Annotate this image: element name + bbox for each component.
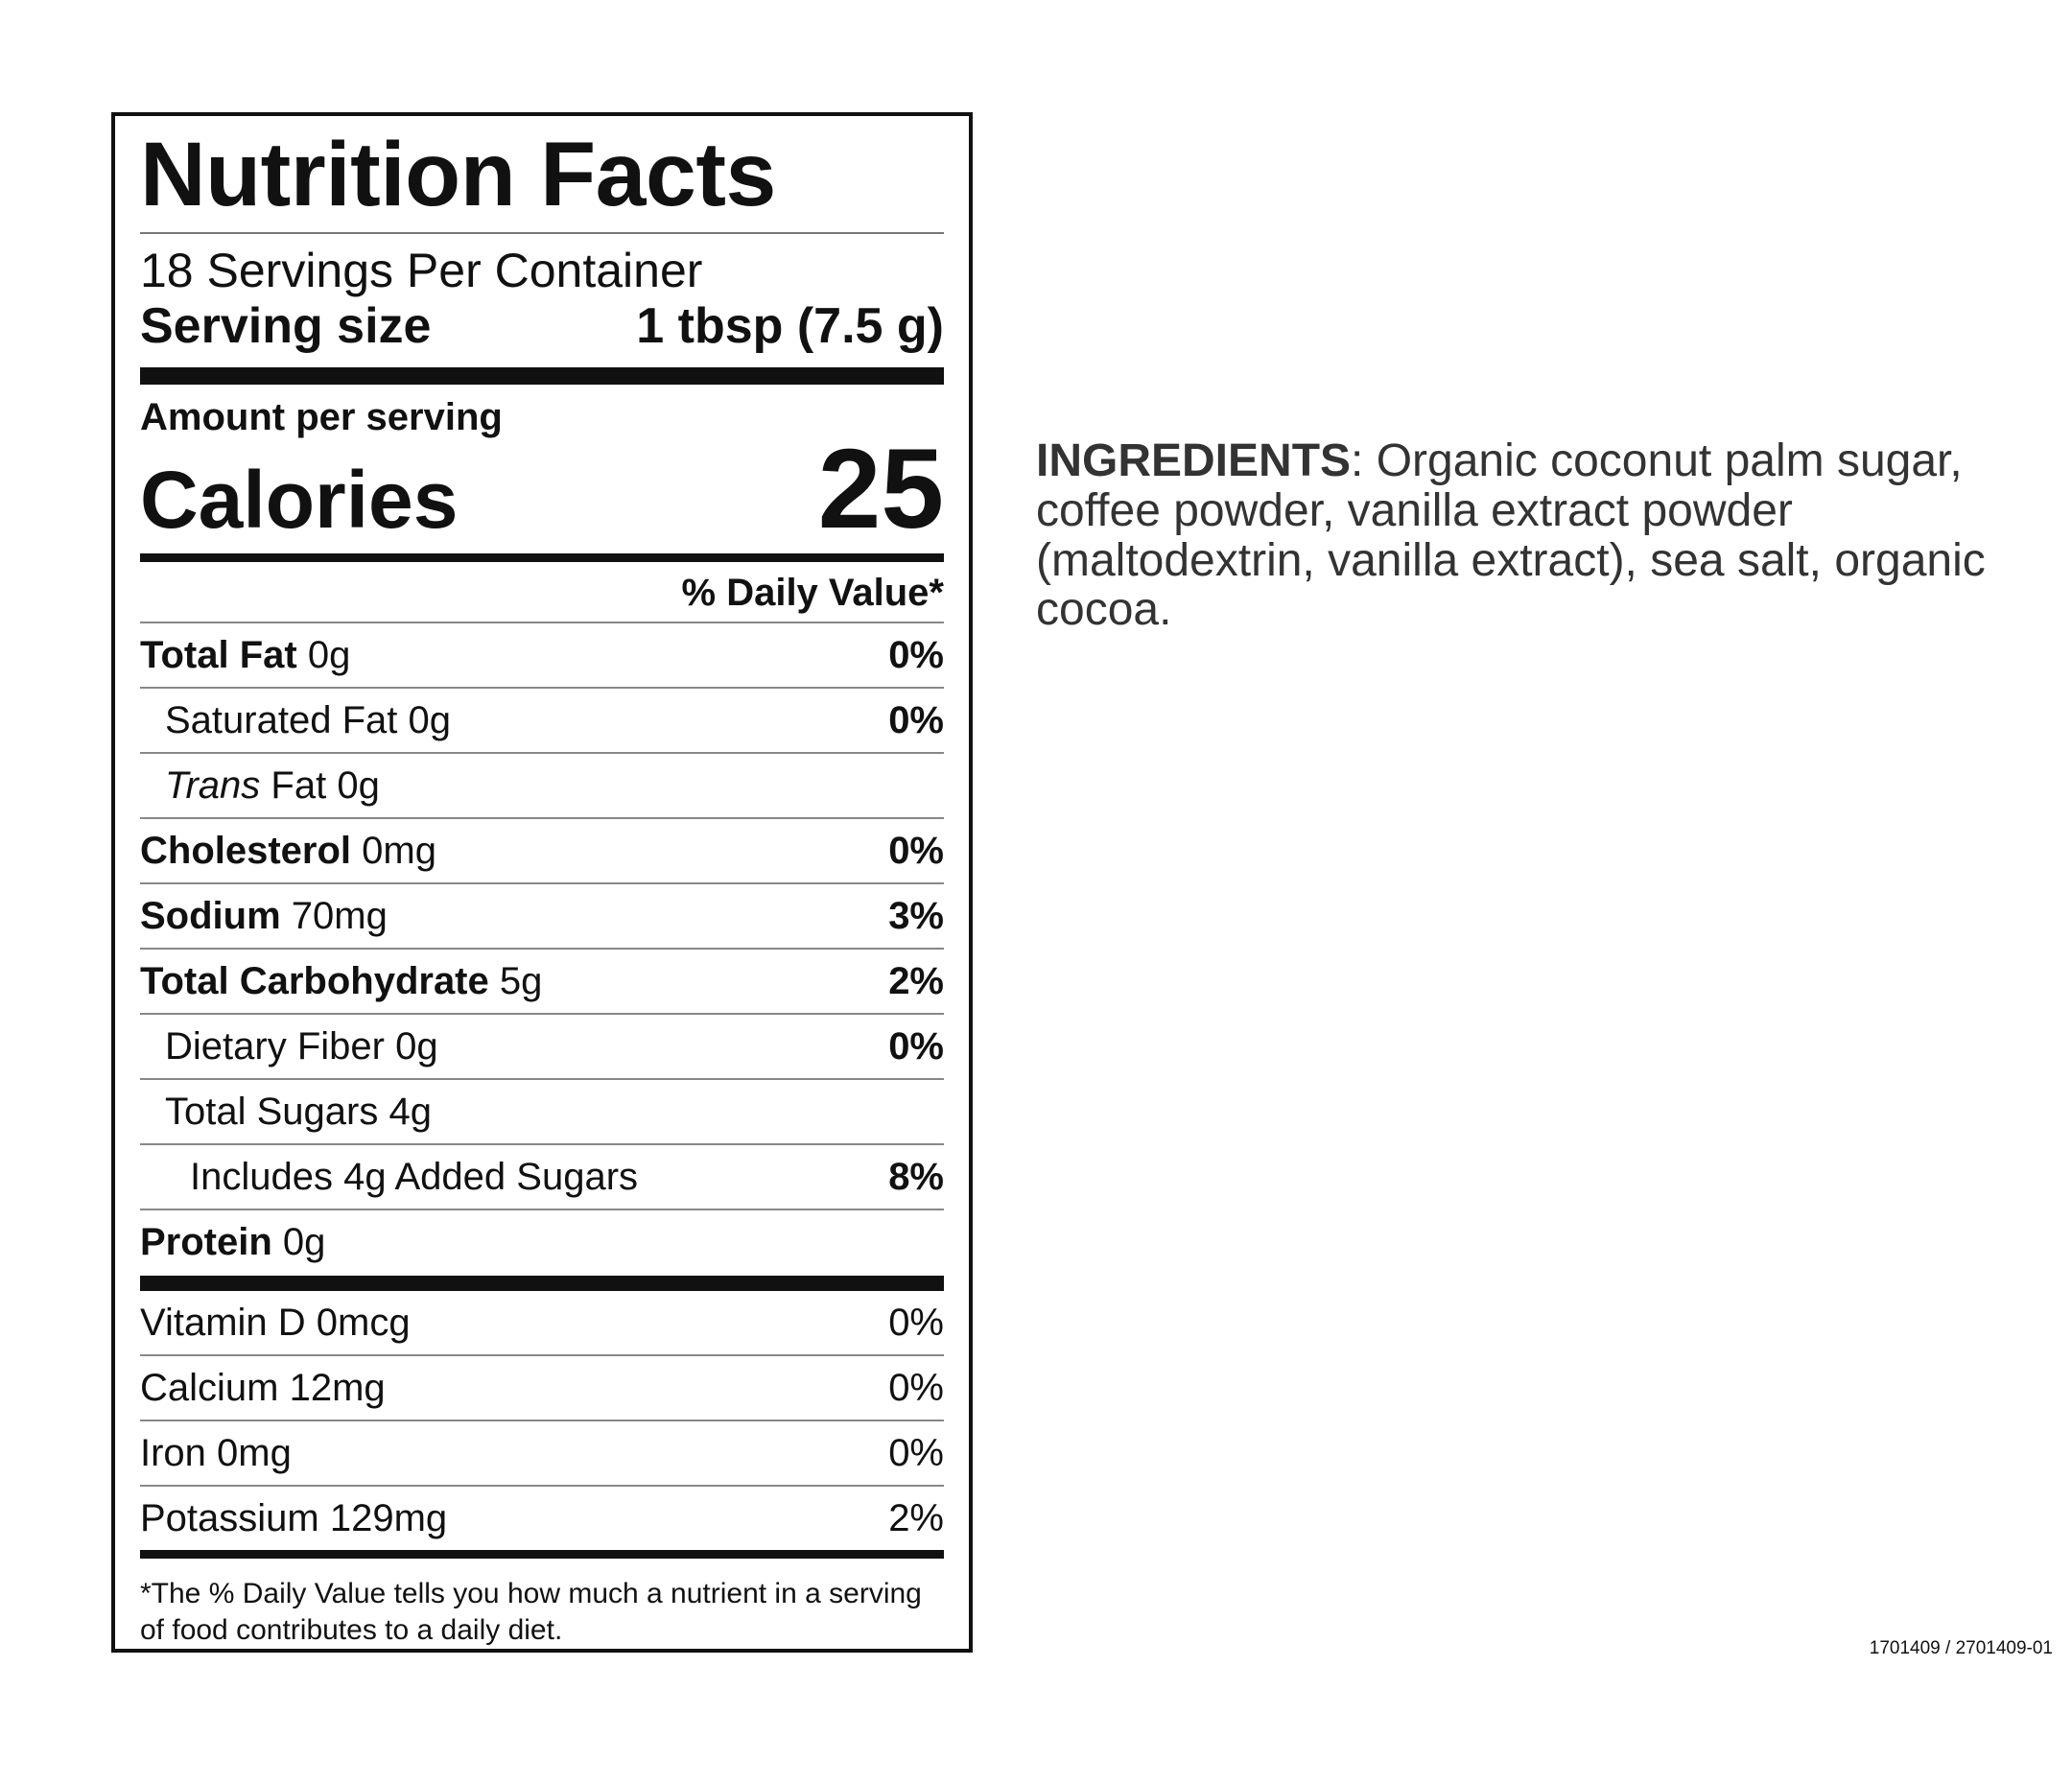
vitamin-row-potassium [140, 1485, 944, 1550]
vitamin-name: Potassium 129mg [140, 1496, 448, 1539]
nutrition-facts-label [111, 112, 973, 1653]
nutrient-name: Protein [140, 1220, 272, 1263]
serving-size-row [140, 297, 944, 354]
nutrient-name: Dietary Fiber [165, 1024, 385, 1068]
nutrient-row-total-sugars [140, 1078, 944, 1143]
ingredients-label: INGREDIENTS [1036, 435, 1352, 486]
calories-value: 25 [817, 426, 944, 553]
vitamin-row-iron [140, 1420, 944, 1485]
nutrient-row-trans-fat [140, 752, 944, 817]
daily-value-footnote: *The % Daily Value tells you how much a nutrient in a serving of food contributes to a daily diet. [140, 1578, 922, 1646]
serving-size-value: 1 tbsp (7.5 g) [636, 297, 944, 354]
nutrient-name: Saturated Fat [165, 698, 398, 741]
nutrient-amount: 0mg [362, 829, 436, 872]
vitamin-daily-value: 2% [888, 1496, 944, 1539]
nutrient-amount: 0g [307, 633, 351, 676]
nutrient-name: Total Fat [140, 633, 297, 676]
vitamin-name: Iron 0mg [140, 1431, 292, 1474]
vitamin-daily-value: 0% [888, 1301, 944, 1344]
nutrient-row-added-sugars [140, 1143, 944, 1209]
nutrient-row-cholesterol [140, 817, 944, 882]
nutrient-daily-value: 8% [888, 1155, 944, 1198]
calories-row [140, 426, 944, 553]
vitamin-daily-value: 0% [888, 1431, 944, 1474]
nutrient-row-dietary-fiber [140, 1013, 944, 1078]
vitamin-row-calcium [140, 1354, 944, 1420]
nutrient-row-sodium [140, 882, 944, 948]
nutrient-name: Cholesterol [140, 829, 352, 872]
nutrient-row-total-fat [140, 622, 944, 687]
nutrient-row-total-carbohydrate [140, 948, 944, 1013]
nutrition-facts-title: Nutrition Facts [140, 124, 776, 225]
nutrient-name: Fat [271, 763, 327, 807]
nutrient-row-protein [140, 1209, 944, 1274]
nutrient-amount: 0g [395, 1024, 438, 1068]
vitamin-daily-value: 0% [888, 1366, 944, 1409]
nutrient-amount: 0g [337, 763, 380, 807]
nutrient-amount: 0g [408, 698, 451, 741]
nutrient-name: Total Sugars [165, 1090, 379, 1133]
vitamin-name: Calcium 12mg [140, 1366, 386, 1409]
nutrient-amount: 70mg [291, 894, 388, 937]
vitamin-name: Vitamin D 0mcg [140, 1301, 411, 1344]
calories-label: Calories [140, 455, 459, 546]
vitamin-row-vitamin-d [140, 1291, 944, 1354]
nutrient-daily-value: 2% [888, 959, 944, 1002]
medium-divider [140, 553, 944, 562]
nutrient-name: Includes 4g Added Sugars [190, 1155, 639, 1198]
servings-per-container: 18 Servings Per Container [140, 244, 703, 297]
product-code: 1701409 / 2701409-01 [1869, 1638, 2053, 1658]
nutrient-daily-value: 3% [888, 894, 944, 937]
nutrient-row-saturated-fat [140, 687, 944, 752]
daily-value-header: % Daily Value* [681, 572, 944, 615]
thick-divider [140, 1276, 944, 1291]
nutrient-name: Total Carbohydrate [140, 959, 489, 1002]
nutrient-daily-value: 0% [888, 698, 944, 741]
thick-divider [140, 367, 944, 385]
nutrient-amount: 4g [388, 1090, 432, 1133]
nutrient-daily-value: 0% [888, 1024, 944, 1068]
nutrient-amount: 5g [499, 959, 543, 1002]
amount-per-serving: Amount per serving [140, 396, 503, 439]
nutrient-name: Sodium [140, 894, 281, 937]
nutrient-amount: 0g [282, 1220, 326, 1263]
divider [140, 232, 944, 234]
nutrient-daily-value: 0% [888, 829, 944, 872]
nutrient-daily-value: 0% [888, 633, 944, 676]
medium-divider [140, 1550, 944, 1559]
ingredients-statement [1036, 436, 2053, 635]
nutrient-name-italic: Trans [165, 763, 261, 807]
ingredients-text: : Organic coconut palm sugar, coffee powder, vanilla extract powder (maltodextrin, vanilla extract), sea salt, organic cocoa. [1036, 435, 1986, 636]
serving-size-label: Serving size [140, 297, 432, 354]
